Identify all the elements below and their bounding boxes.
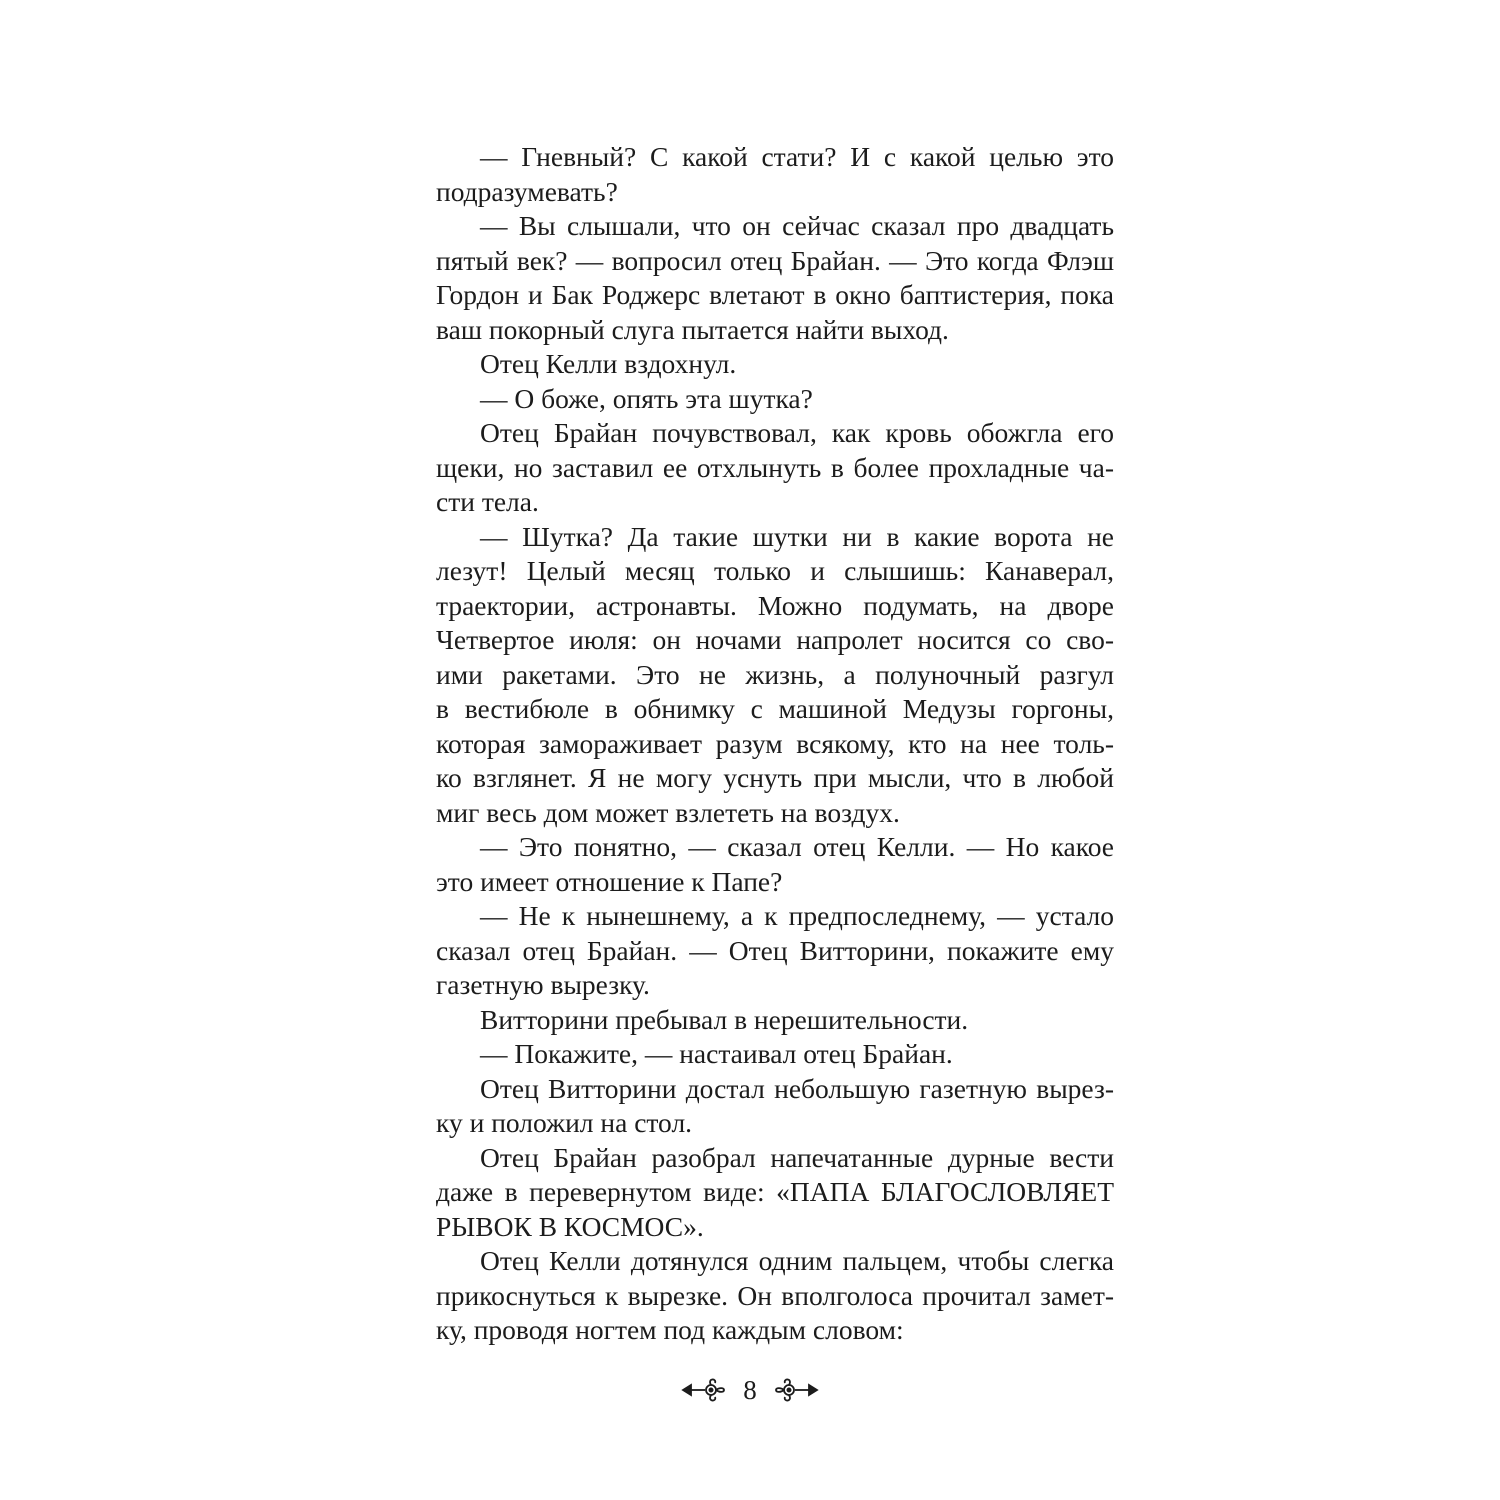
text-line: Витторини пребывал в нерешительности. xyxy=(480,1003,969,1035)
fleuron-right-icon xyxy=(773,1376,819,1404)
text-line: Гордон и Бак Роджерс влетают в окно баптистерия, пока xyxy=(436,279,1114,310)
text-line: — О боже, опять эта шутка? xyxy=(480,382,813,414)
text-line: даже в перевернутом виде: «ПАПА БЛАГОСЛОВЛЯЕТ xyxy=(436,1176,1114,1207)
text-line: — Вы слышали, что он сейчас сказал про двадцать xyxy=(480,210,1114,241)
text-line: пятый век? — вопросил отец Брайан. — Это когда Флэш xyxy=(436,244,1114,276)
fleuron-left-icon xyxy=(681,1376,727,1404)
text-line: — Это понятно, — сказал отец Келли. — Но какое xyxy=(480,831,1114,862)
text-line: РЫВОК В КОСМОС». xyxy=(436,1210,704,1242)
text-line: ку и положил на стол. xyxy=(436,1107,693,1138)
text-line: Отец Брайан разобрал напечатанные дурные вести xyxy=(480,1141,1114,1173)
text-line: ваш покорный слуга пытается найти выход. xyxy=(436,313,949,345)
text-line: — Покажите, — настаивал отец Брайан. xyxy=(480,1038,953,1069)
text-line: щеки, но заставил ее отхлынуть в более прохладные ча- xyxy=(436,451,1114,483)
text-line: ко взглянет. Я не могу уснуть при мысли, что в любой xyxy=(436,762,1114,793)
text-line: ими ракетами. Это не жизнь, а полуночный разгул xyxy=(436,658,1114,690)
text-line: сказал отец Брайан. — Отец Витторини, покажите ему xyxy=(436,934,1114,966)
text-line: это имеет отношение к Папе? xyxy=(436,865,783,897)
page-footer xyxy=(0,1368,1500,1412)
text-line: — Не к нынешнему, а к предпоследнему, — устало xyxy=(480,900,1114,931)
text-line: Отец Витторини достал небольшую газетную вырез- xyxy=(480,1072,1114,1104)
text-line: подразумевать? xyxy=(436,175,618,207)
text-line: лезут! Целый месяц только и слышишь: Канаверал, xyxy=(436,555,1114,586)
text-line: миг весь дом может взлететь на воздух. xyxy=(436,796,900,828)
text-line: траектории, астронавты. Можно подумать, на дворе xyxy=(436,589,1114,621)
text-line: Четвертое июля: он ночами напролет носится со сво- xyxy=(436,624,1114,655)
text-line: Отец Брайан почувствовал, как кровь обожгла его xyxy=(480,417,1114,448)
text-line: — Гневный? С какой стати? И с какой целью это xyxy=(480,141,1114,172)
text-line: — Шутка? Да такие шутки ни в какие ворота не xyxy=(480,520,1114,552)
text-line: Отец Келли вздохнул. xyxy=(480,348,737,379)
page-number: 8 xyxy=(743,1375,757,1405)
text-line: газетную вырезку. xyxy=(436,969,650,1000)
text-line: которая замораживает разум всякому, кто на нее толь- xyxy=(436,727,1114,759)
text-line: сти тела. xyxy=(436,486,539,517)
text-line: в вестибюле в обнимку с машиной Медузы горгоны, xyxy=(436,693,1114,724)
text-column xyxy=(436,140,1114,1348)
text-line: ку, проводя ногтем под каждым словом: xyxy=(436,1314,904,1345)
text-line: Отец Келли дотянулся одним пальцем, чтобы слегка xyxy=(480,1245,1114,1276)
text-line: прикоснуться к вырезке. Он вполголоса прочитал замет- xyxy=(436,1279,1114,1311)
